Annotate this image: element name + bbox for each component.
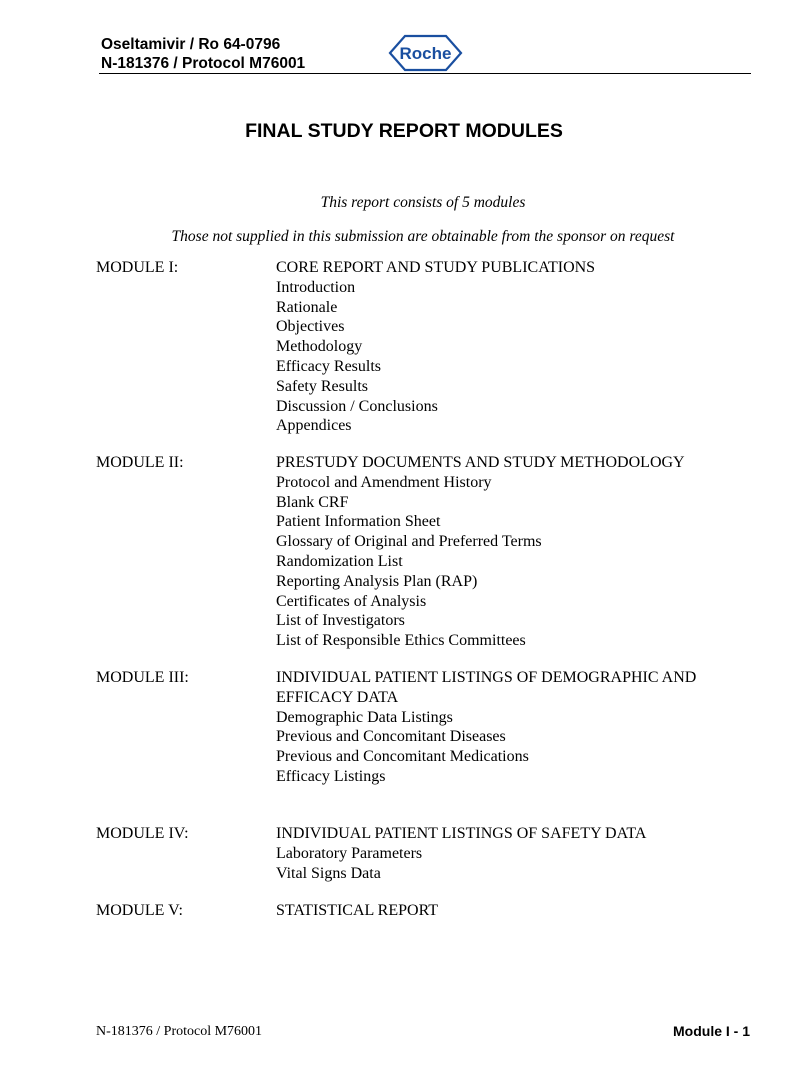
module-heading: PRESTUDY DOCUMENTS AND STUDY METHODOLOGY <box>276 454 685 471</box>
list-item: Vital Signs Data <box>276 864 381 882</box>
subtitle-module-count: This report consists of 5 modules <box>320 194 526 211</box>
roche-logo <box>388 34 463 72</box>
list-item: Introduction <box>276 278 356 296</box>
module-label: MODULE V: <box>96 902 183 919</box>
subtitle-availability-note: Those not supplied in this submission are obtainable from the sponsor on request <box>171 228 675 245</box>
list-item: Randomization List <box>276 552 403 570</box>
module-heading: INDIVIDUAL PATIENT LISTINGS OF SAFETY DATA <box>276 825 647 842</box>
module-heading: INDIVIDUAL PATIENT LISTINGS OF DEMOGRAPHIC AND EFFICACY DATA <box>276 669 697 706</box>
list-item: Objectives <box>276 318 345 336</box>
footer-page-number: Module I - 1 <box>673 1023 750 1039</box>
module-contents <box>276 824 746 883</box>
module-heading: CORE REPORT AND STUDY PUBLICATIONS <box>276 259 596 276</box>
module-label: MODULE III: <box>96 669 189 686</box>
header-drug-name: Oseltamivir / Ro 64-0796 <box>101 36 281 53</box>
list-item: Laboratory Parameters <box>276 844 423 862</box>
list-item: Protocol and Amendment History <box>276 473 492 491</box>
list-item: Previous and Concomitant Medications <box>276 748 529 766</box>
list-item: Efficacy Results <box>276 357 382 375</box>
list-item: Efficacy Listings <box>276 767 386 785</box>
list-item: Safety Results <box>276 377 368 395</box>
list-item: Patient Information Sheet <box>276 513 441 531</box>
module-heading: STATISTICAL REPORT <box>276 902 439 919</box>
footer-protocol: N-181376 / Protocol M76001 <box>96 1024 263 1039</box>
module-contents <box>276 668 746 787</box>
list-item: Discussion / Conclusions <box>276 397 438 415</box>
module-label: MODULE I: <box>96 259 179 276</box>
list-item: Appendices <box>276 417 352 435</box>
module-label: MODULE IV: <box>96 825 189 842</box>
roche-logo-text: Roche <box>399 44 452 63</box>
list-item: Blank CRF <box>276 493 349 511</box>
module-label: MODULE II: <box>96 454 184 471</box>
header-divider <box>99 73 751 74</box>
page-title: FINAL STUDY REPORT MODULES <box>245 120 563 142</box>
header-protocol: N-181376 / Protocol M76001 <box>101 55 306 72</box>
list-item: List of Investigators <box>276 612 405 630</box>
module-contents <box>276 453 746 651</box>
list-item: Certificates of Analysis <box>276 592 427 610</box>
list-item: Previous and Concomitant Diseases <box>276 728 506 746</box>
list-item: Methodology <box>276 338 363 356</box>
list-item: Demographic Data Listings <box>276 708 453 726</box>
module-contents <box>276 258 746 436</box>
list-item: Reporting Analysis Plan (RAP) <box>276 572 478 590</box>
list-item: Glossary of Original and Preferred Terms <box>276 533 542 551</box>
list-item: Rationale <box>276 298 338 316</box>
list-item: List of Responsible Ethics Committees <box>276 632 526 650</box>
module-contents <box>276 901 746 921</box>
